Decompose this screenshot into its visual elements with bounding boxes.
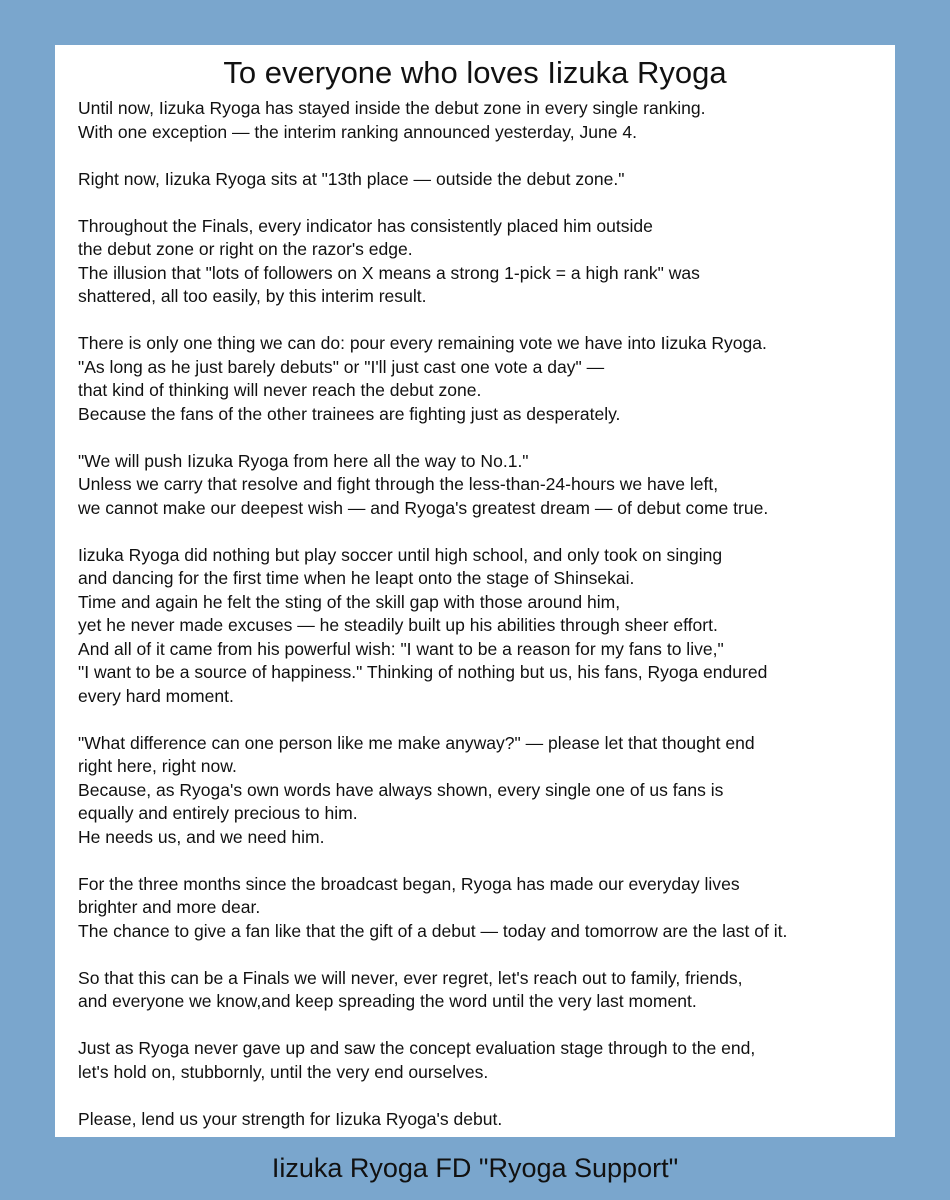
- paragraph-line: For the three months since the broadcast began, Ryoga has made our everyday lives: [78, 873, 740, 894]
- paragraph-line: Iizuka Ryoga did nothing but play soccer until high school, and only took on singing: [78, 544, 723, 565]
- paragraph-line: yet he never made excuses — he steadily built up his abilities through sheer effort.: [78, 615, 718, 635]
- paragraph-line: Please, lend us your strength for Iizuka Ryoga's debut.: [78, 1108, 503, 1129]
- paragraph-line: The illusion that "lots of followers on X means a strong 1-pick = a high rank" was: [78, 262, 700, 283]
- paragraph-line: that kind of thinking will never reach the debut zone.: [78, 380, 482, 400]
- paragraph-line: Just as Ryoga never gave up and saw the concept evaluation stage through to the end,: [78, 1038, 756, 1058]
- paragraph: [78, 168, 893, 192]
- paragraph-line: Because the fans of the other trainees are fighting just as desperately.: [78, 403, 621, 424]
- paragraph-line: and dancing for the first time when he leapt onto the stage of Shinsekai.: [78, 568, 635, 588]
- paragraph-line: With one exception — the interim ranking announced yesterday, June 4.: [78, 121, 637, 142]
- paragraph: [78, 873, 893, 944]
- paragraph-line: right here, right now.: [78, 756, 237, 776]
- paragraph: [78, 1037, 893, 1084]
- paragraph-line: Until now, Iizuka Ryoga has stayed inside the debut zone in every single ranking.: [78, 98, 706, 118]
- paragraph-line: Because, as Ryoga's own words have always shown, every single one of us fans is: [78, 779, 724, 800]
- paragraph: [78, 1108, 893, 1132]
- paragraph-line: So that this can be a Finals we will never, ever regret, let's reach out to family, friends,: [78, 967, 743, 988]
- letter-card: [55, 45, 895, 1137]
- paragraph: [78, 97, 893, 144]
- letter-title: To everyone who loves Iizuka Ryoga: [223, 55, 727, 90]
- letter-body: [78, 97, 893, 1131]
- paragraph-line: There is only one thing we can do: pour every remaining vote we have into Iizuka Ryoga.: [78, 333, 767, 353]
- paragraph-line: Time and again he felt the sting of the skill gap with those around him,: [78, 591, 621, 612]
- paragraph-line: shattered, all too easily, by this interim result.: [78, 286, 427, 306]
- paragraph-line: and everyone we know,and keep spreading the word until the very last moment.: [78, 991, 697, 1011]
- paragraph-line: we cannot make our deepest wish — and Ryoga's greatest dream — of debut come true.: [78, 497, 769, 518]
- paragraph-line: the debut zone or right on the razor's edge.: [78, 239, 413, 259]
- paragraph-line: "We will push Iizuka Ryoga from here all the way to No.1.": [78, 450, 529, 471]
- paragraph: [78, 450, 893, 521]
- paragraph: [78, 215, 893, 309]
- paragraph: [78, 332, 893, 426]
- paragraph: [78, 544, 893, 709]
- paragraph-line: Throughout the Finals, every indicator has consistently placed him outside: [78, 215, 653, 236]
- paragraph: [78, 732, 893, 850]
- paragraph-line: let's hold on, stubbornly, until the very end ourselves.: [78, 1061, 489, 1082]
- paragraph-line: "I want to be a source of happiness." Thinking of nothing but us, his fans, Ryoga endured: [78, 662, 768, 682]
- paragraph: [78, 967, 893, 1014]
- paragraph-line: equally and entirely precious to him.: [78, 803, 358, 823]
- paragraph-line: Right now, Iizuka Ryoga sits at "13th place — outside the debut zone.": [78, 168, 625, 189]
- paragraph-line: brighter and more dear.: [78, 897, 261, 917]
- paragraph-line: Unless we carry that resolve and fight through the less-than-24-hours we have left,: [78, 474, 719, 494]
- paragraph-line: The chance to give a fan like that the gift of a debut — today and tomorrow are the last of it.: [78, 920, 788, 941]
- signature-footer: Iizuka Ryoga FD "Ryoga Support": [271, 1153, 679, 1183]
- paragraph-line: every hard moment.: [78, 685, 234, 706]
- paragraph-line: "As long as he just barely debuts" or "I'll just cast one vote a day" —: [78, 356, 605, 377]
- paragraph-line: He needs us, and we need him.: [78, 826, 325, 847]
- paragraph-line: And all of it came from his powerful wish: "I want to be a reason for my fans to live,": [78, 638, 724, 659]
- paragraph-line: "What difference can one person like me make anyway?" — please let that thought end: [78, 732, 755, 753]
